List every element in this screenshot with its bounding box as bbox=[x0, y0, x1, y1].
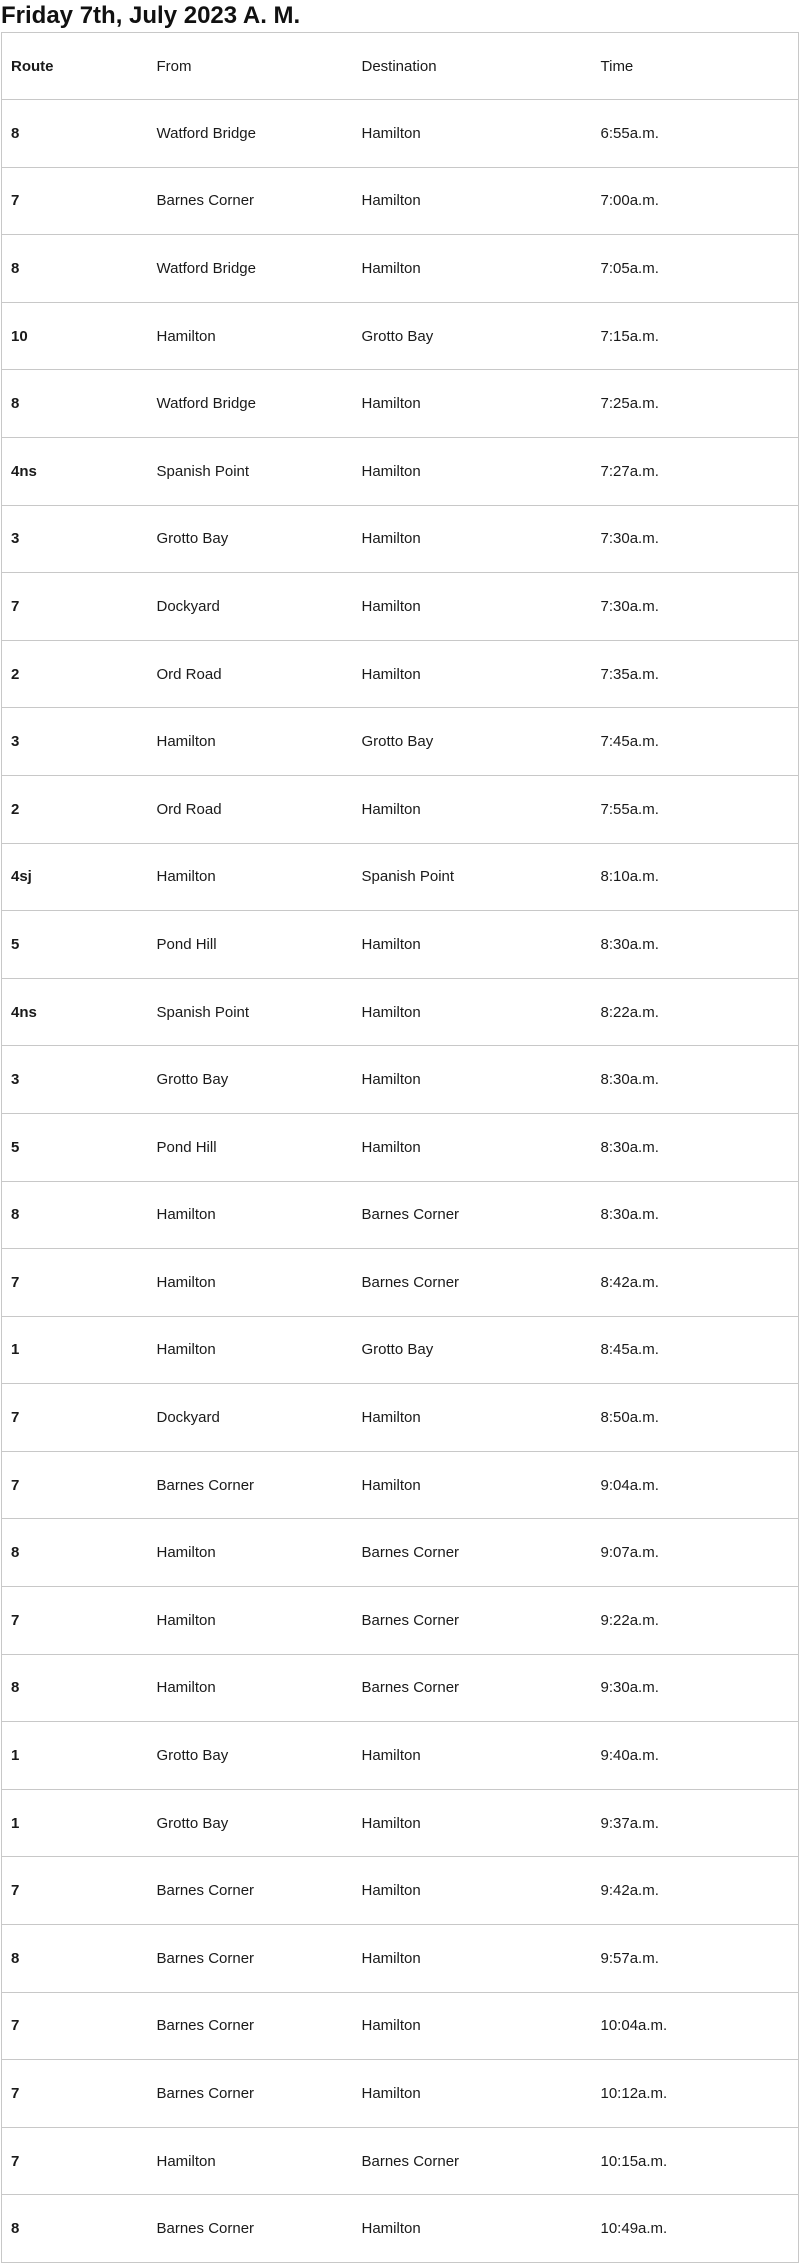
route-cell: 7 bbox=[2, 573, 148, 641]
time-cell: 7:30a.m. bbox=[592, 573, 799, 641]
destination-cell: Barnes Corner bbox=[353, 1587, 592, 1655]
route-cell: 1 bbox=[2, 1316, 148, 1384]
header-destination: Destination bbox=[353, 33, 592, 100]
destination-cell: Hamilton bbox=[353, 978, 592, 1046]
time-cell: 10:49a.m. bbox=[592, 2195, 799, 2263]
from-cell: Watford Bridge bbox=[148, 370, 353, 438]
time-cell: 7:25a.m. bbox=[592, 370, 799, 438]
from-cell: Pond Hill bbox=[148, 911, 353, 979]
from-cell: Barnes Corner bbox=[148, 1451, 353, 1519]
table-body bbox=[2, 100, 799, 2263]
route-cell: 8 bbox=[2, 1519, 148, 1587]
time-cell: 9:40a.m. bbox=[592, 1722, 799, 1790]
table-row bbox=[2, 2060, 799, 2128]
from-cell: Watford Bridge bbox=[148, 100, 353, 168]
table-header-row bbox=[2, 33, 799, 100]
destination-cell: Hamilton bbox=[353, 2195, 592, 2263]
time-cell: 7:45a.m. bbox=[592, 708, 799, 776]
time-cell: 9:37a.m. bbox=[592, 1789, 799, 1857]
route-cell: 8 bbox=[2, 235, 148, 303]
table-row bbox=[2, 302, 799, 370]
table-row bbox=[2, 235, 799, 303]
route-cell: 3 bbox=[2, 1046, 148, 1114]
from-cell: Hamilton bbox=[148, 1519, 353, 1587]
from-cell: Dockyard bbox=[148, 1384, 353, 1452]
destination-cell: Hamilton bbox=[353, 1046, 592, 1114]
from-cell: Pond Hill bbox=[148, 1113, 353, 1181]
destination-cell: Barnes Corner bbox=[353, 1249, 592, 1317]
table-row bbox=[2, 2195, 799, 2263]
from-cell: Hamilton bbox=[148, 302, 353, 370]
time-cell: 7:15a.m. bbox=[592, 302, 799, 370]
time-cell: 7:55a.m. bbox=[592, 775, 799, 843]
destination-cell: Hamilton bbox=[353, 573, 592, 641]
time-cell: 7:30a.m. bbox=[592, 505, 799, 573]
time-cell: 8:42a.m. bbox=[592, 1249, 799, 1317]
table-row bbox=[2, 437, 799, 505]
route-cell: 4sj bbox=[2, 843, 148, 911]
destination-cell: Barnes Corner bbox=[353, 2127, 592, 2195]
table-row bbox=[2, 167, 799, 235]
time-cell: 8:10a.m. bbox=[592, 843, 799, 911]
route-cell: 8 bbox=[2, 1181, 148, 1249]
route-cell: 4ns bbox=[2, 437, 148, 505]
destination-cell: Barnes Corner bbox=[353, 1181, 592, 1249]
from-cell: Barnes Corner bbox=[148, 2195, 353, 2263]
from-cell: Grotto Bay bbox=[148, 1789, 353, 1857]
table-row bbox=[2, 978, 799, 1046]
destination-cell: Hamilton bbox=[353, 235, 592, 303]
from-cell: Barnes Corner bbox=[148, 167, 353, 235]
from-cell: Watford Bridge bbox=[148, 235, 353, 303]
time-cell: 9:04a.m. bbox=[592, 1451, 799, 1519]
time-cell: 8:30a.m. bbox=[592, 1113, 799, 1181]
route-cell: 7 bbox=[2, 1451, 148, 1519]
route-cell: 7 bbox=[2, 1992, 148, 2060]
route-cell: 1 bbox=[2, 1789, 148, 1857]
destination-cell: Hamilton bbox=[353, 1451, 592, 1519]
table-row bbox=[2, 1113, 799, 1181]
destination-cell: Hamilton bbox=[353, 640, 592, 708]
destination-cell: Grotto Bay bbox=[353, 708, 592, 776]
time-cell: 9:42a.m. bbox=[592, 1857, 799, 1925]
route-cell: 8 bbox=[2, 1654, 148, 1722]
table-row bbox=[2, 1722, 799, 1790]
table-row bbox=[2, 775, 799, 843]
table-row bbox=[2, 1789, 799, 1857]
destination-cell: Hamilton bbox=[353, 1113, 592, 1181]
table-row bbox=[2, 1046, 799, 1114]
destination-cell: Hamilton bbox=[353, 100, 592, 168]
route-cell: 3 bbox=[2, 708, 148, 776]
time-cell: 8:50a.m. bbox=[592, 1384, 799, 1452]
from-cell: Hamilton bbox=[148, 1587, 353, 1655]
route-cell: 5 bbox=[2, 911, 148, 979]
from-cell: Spanish Point bbox=[148, 978, 353, 1046]
time-cell: 9:07a.m. bbox=[592, 1519, 799, 1587]
table-row bbox=[2, 708, 799, 776]
table-row bbox=[2, 1384, 799, 1452]
time-cell: 8:30a.m. bbox=[592, 1181, 799, 1249]
time-cell: 10:15a.m. bbox=[592, 2127, 799, 2195]
destination-cell: Hamilton bbox=[353, 167, 592, 235]
from-cell: Grotto Bay bbox=[148, 1722, 353, 1790]
destination-cell: Barnes Corner bbox=[353, 1519, 592, 1587]
route-cell: 8 bbox=[2, 1925, 148, 1993]
route-cell: 4ns bbox=[2, 978, 148, 1046]
destination-cell: Hamilton bbox=[353, 1722, 592, 1790]
table-row bbox=[2, 573, 799, 641]
header-time: Time bbox=[592, 33, 799, 100]
route-cell: 5 bbox=[2, 1113, 148, 1181]
destination-cell: Hamilton bbox=[353, 1857, 592, 1925]
from-cell: Barnes Corner bbox=[148, 1857, 353, 1925]
table-row bbox=[2, 370, 799, 438]
time-cell: 9:22a.m. bbox=[592, 1587, 799, 1655]
destination-cell: Hamilton bbox=[353, 775, 592, 843]
time-cell: 8:30a.m. bbox=[592, 911, 799, 979]
route-cell: 8 bbox=[2, 370, 148, 438]
route-cell: 2 bbox=[2, 775, 148, 843]
table-row bbox=[2, 100, 799, 168]
destination-cell: Hamilton bbox=[353, 911, 592, 979]
from-cell: Spanish Point bbox=[148, 437, 353, 505]
from-cell: Hamilton bbox=[148, 1654, 353, 1722]
destination-cell: Hamilton bbox=[353, 1789, 592, 1857]
from-cell: Hamilton bbox=[148, 1181, 353, 1249]
destination-cell: Hamilton bbox=[353, 1992, 592, 2060]
destination-cell: Hamilton bbox=[353, 1925, 592, 1993]
from-cell: Hamilton bbox=[148, 1249, 353, 1317]
from-cell: Grotto Bay bbox=[148, 505, 353, 573]
route-cell: 7 bbox=[2, 2060, 148, 2128]
time-cell: 9:57a.m. bbox=[592, 1925, 799, 1993]
destination-cell: Hamilton bbox=[353, 2060, 592, 2128]
time-cell: 7:35a.m. bbox=[592, 640, 799, 708]
page-title: Friday 7th, July 2023 A. M. bbox=[1, 2, 301, 29]
time-cell: 8:45a.m. bbox=[592, 1316, 799, 1384]
route-cell: 7 bbox=[2, 1857, 148, 1925]
destination-cell: Grotto Bay bbox=[353, 1316, 592, 1384]
route-cell: 2 bbox=[2, 640, 148, 708]
time-cell: 9:30a.m. bbox=[592, 1654, 799, 1722]
table-row bbox=[2, 1316, 799, 1384]
from-cell: Hamilton bbox=[148, 843, 353, 911]
destination-cell: Hamilton bbox=[353, 370, 592, 438]
from-cell: Grotto Bay bbox=[148, 1046, 353, 1114]
route-cell: 3 bbox=[2, 505, 148, 573]
table-row bbox=[2, 2127, 799, 2195]
route-cell: 8 bbox=[2, 2195, 148, 2263]
time-cell: 8:22a.m. bbox=[592, 978, 799, 1046]
from-cell: Hamilton bbox=[148, 2127, 353, 2195]
time-cell: 10:04a.m. bbox=[592, 1992, 799, 2060]
table-row bbox=[2, 1654, 799, 1722]
destination-cell: Spanish Point bbox=[353, 843, 592, 911]
time-cell: 7:05a.m. bbox=[592, 235, 799, 303]
route-cell: 8 bbox=[2, 100, 148, 168]
table-row bbox=[2, 1587, 799, 1655]
table-row bbox=[2, 1181, 799, 1249]
destination-cell: Grotto Bay bbox=[353, 302, 592, 370]
from-cell: Barnes Corner bbox=[148, 2060, 353, 2128]
table-row bbox=[2, 1451, 799, 1519]
table-row bbox=[2, 1857, 799, 1925]
from-cell: Barnes Corner bbox=[148, 1992, 353, 2060]
time-cell: 10:12a.m. bbox=[592, 2060, 799, 2128]
table-row bbox=[2, 843, 799, 911]
route-cell: 7 bbox=[2, 1587, 148, 1655]
bus-schedule-table bbox=[1, 32, 799, 2263]
time-cell: 7:00a.m. bbox=[592, 167, 799, 235]
destination-cell: Hamilton bbox=[353, 505, 592, 573]
route-cell: 1 bbox=[2, 1722, 148, 1790]
table-row bbox=[2, 1249, 799, 1317]
destination-cell: Barnes Corner bbox=[353, 1654, 592, 1722]
route-cell: 7 bbox=[2, 1249, 148, 1317]
from-cell: Ord Road bbox=[148, 775, 353, 843]
destination-cell: Hamilton bbox=[353, 437, 592, 505]
from-cell: Barnes Corner bbox=[148, 1925, 353, 1993]
route-cell: 10 bbox=[2, 302, 148, 370]
table-row bbox=[2, 505, 799, 573]
from-cell: Dockyard bbox=[148, 573, 353, 641]
from-cell: Ord Road bbox=[148, 640, 353, 708]
destination-cell: Hamilton bbox=[353, 1384, 592, 1452]
route-cell: 7 bbox=[2, 167, 148, 235]
time-cell: 7:27a.m. bbox=[592, 437, 799, 505]
table-row bbox=[2, 911, 799, 979]
time-cell: 6:55a.m. bbox=[592, 100, 799, 168]
table-row bbox=[2, 1925, 799, 1993]
route-cell: 7 bbox=[2, 2127, 148, 2195]
table-row bbox=[2, 1992, 799, 2060]
header-route: Route bbox=[2, 33, 148, 100]
header-from: From bbox=[148, 33, 353, 100]
table-row bbox=[2, 1519, 799, 1587]
from-cell: Hamilton bbox=[148, 708, 353, 776]
from-cell: Hamilton bbox=[148, 1316, 353, 1384]
time-cell: 8:30a.m. bbox=[592, 1046, 799, 1114]
table-row bbox=[2, 640, 799, 708]
route-cell: 7 bbox=[2, 1384, 148, 1452]
